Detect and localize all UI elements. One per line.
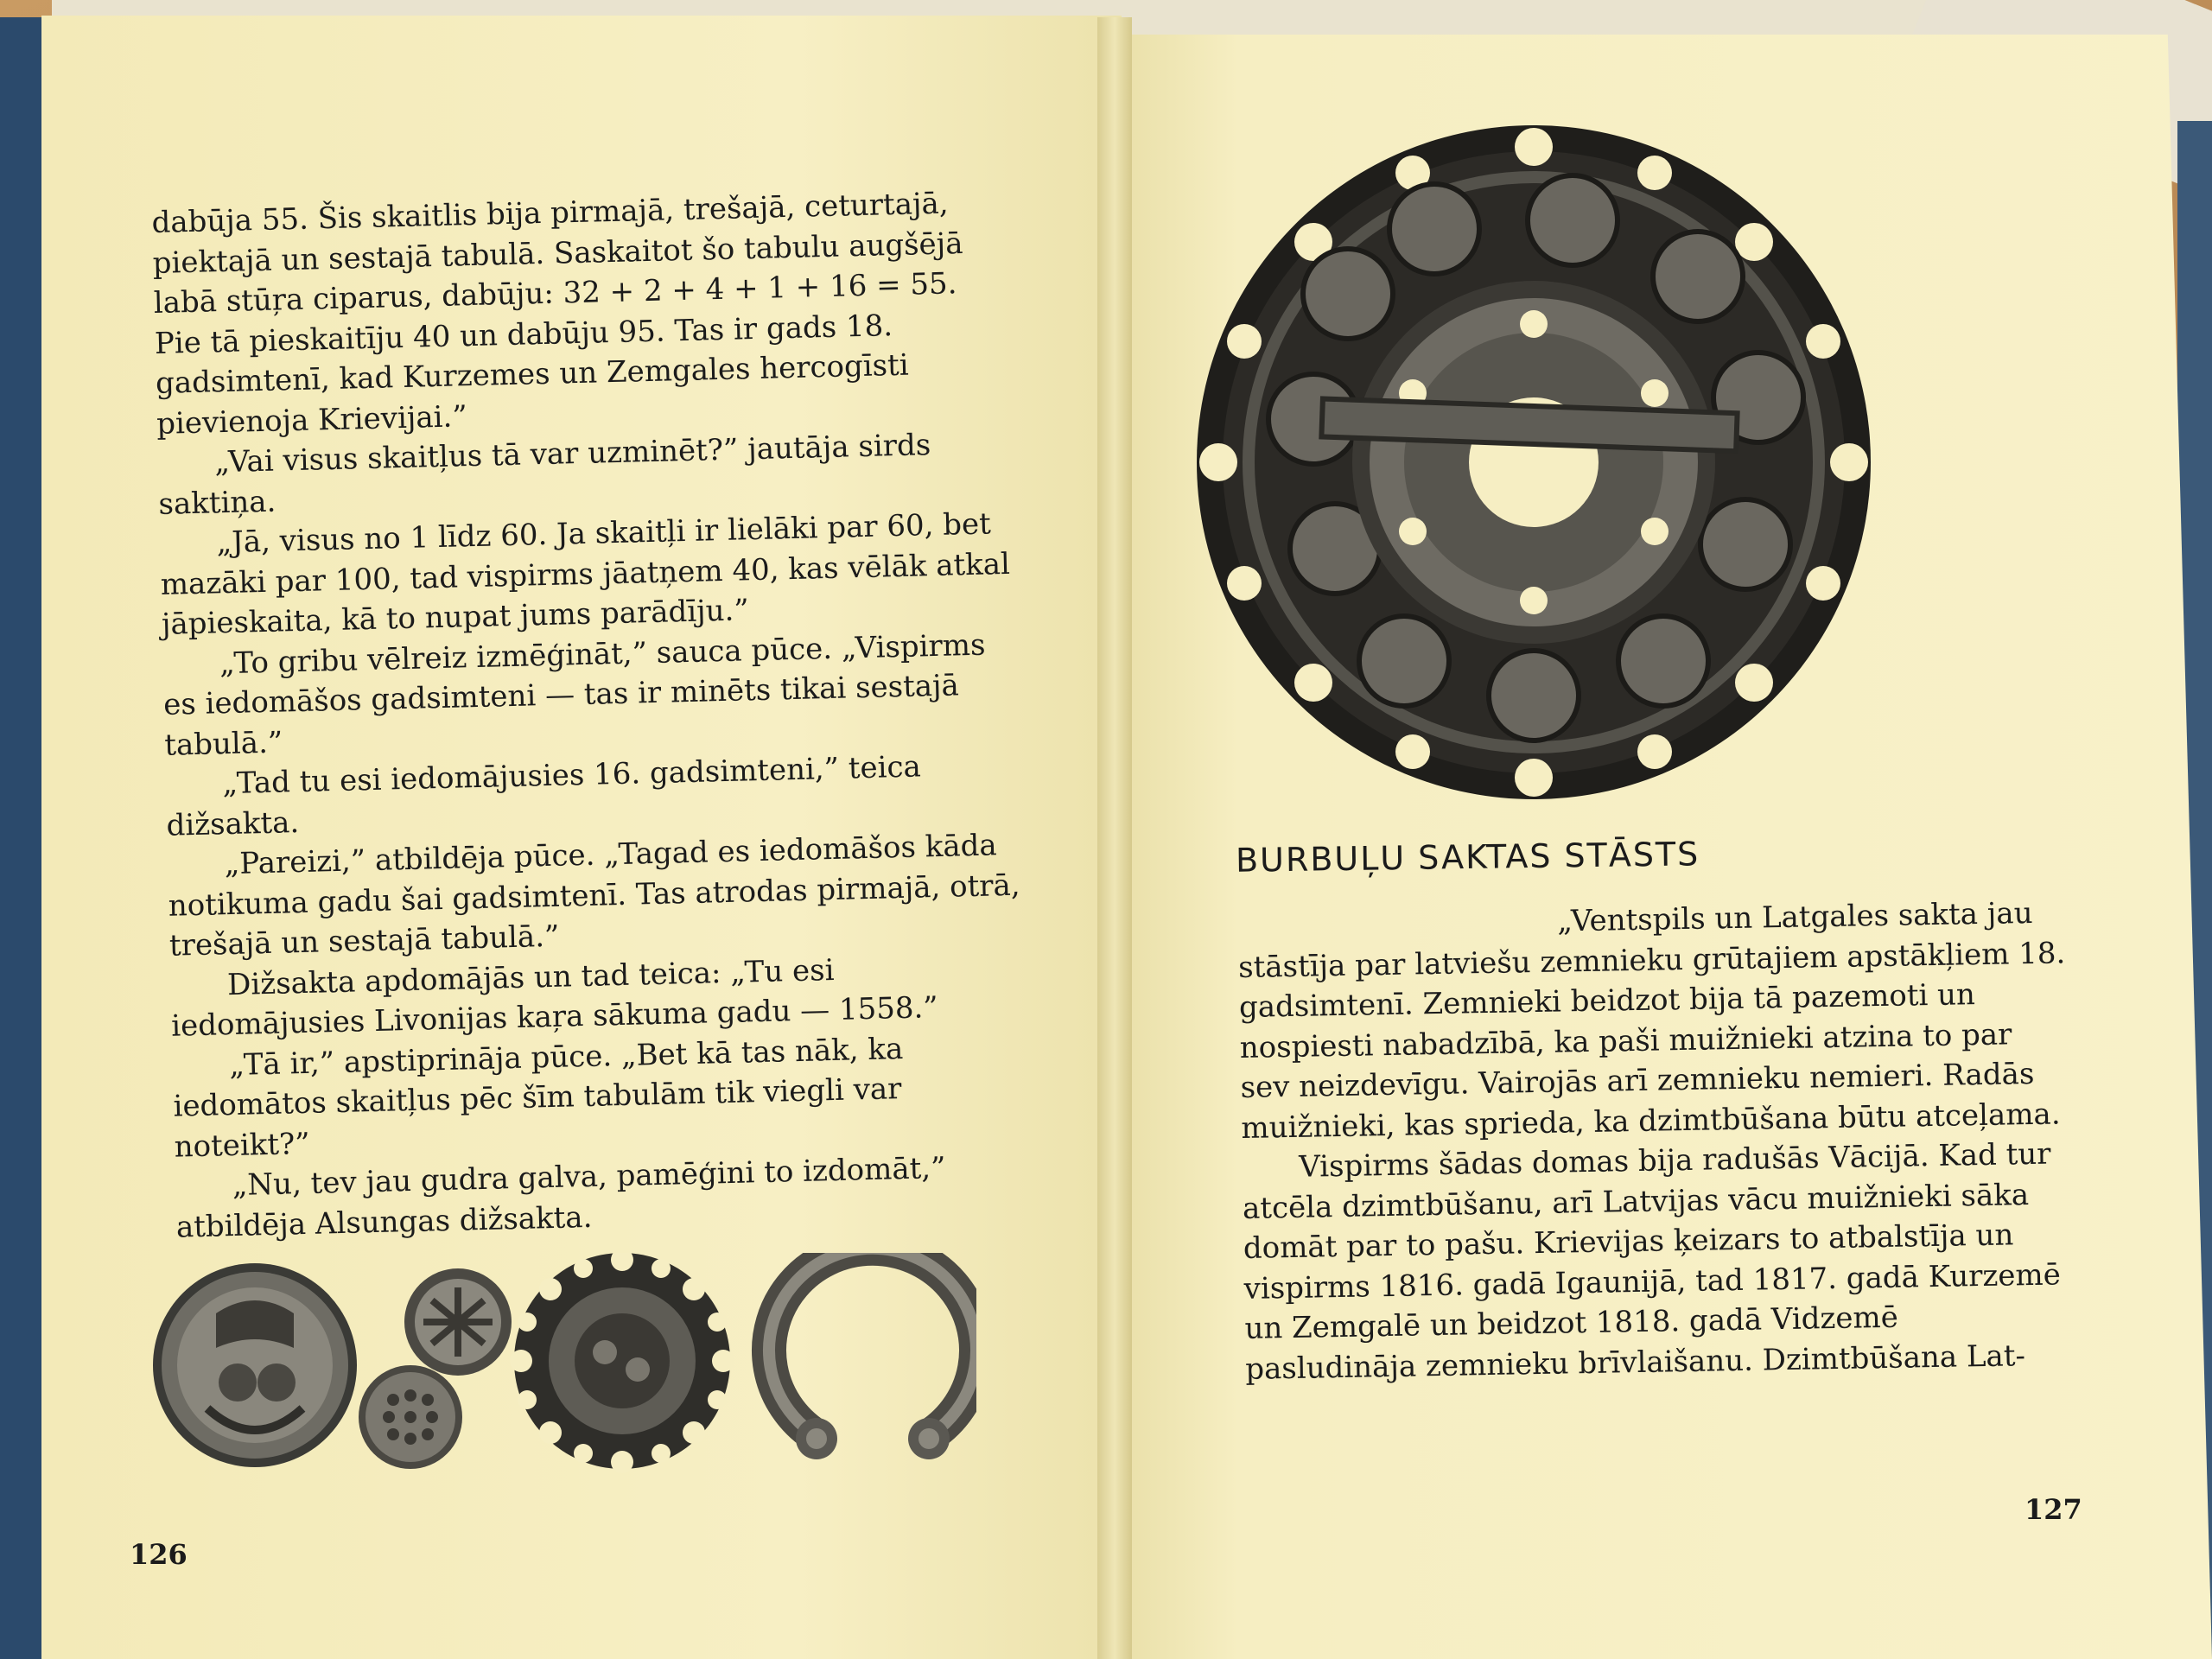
paragraph: dabūja 55. Šis skaitlis bija pirmajā, trešajā, ceturtajā, piektajā un sestajā tabulā. Saskaitot šo tabulu augšējā labā stūŗa ciparus, dabūju: 32 + 2 + 4 + 1 + 16 = 55. Pie tā pieskaitīju 40 un dabūju 95. Tas ir gads 18. gadsimtenī, kad Kurzemes un Zemgales hercogīsti pievienoja Krievijai.” bbox=[151, 186, 963, 442]
round-brooch-photo bbox=[153, 1263, 357, 1467]
paragraph: „Nu, tev jau gudra galva, pamēģini to izdomāt,” atbildēja Alsungas dižsakta. bbox=[175, 1150, 946, 1245]
paragraph: „Jā, visus no 1 līdz 60. Ja skaitļi ir lielāki par 60, bet mazāki par 100, tad vispirms jāatņem 40, kas vēlāk atkal jāpieskaita, kā to nupat jums parādīju.” bbox=[160, 506, 1011, 642]
brooches-photo-strip bbox=[147, 1253, 976, 1478]
paragraph: „To gribu vēlreiz izmēģināt,” sauca pūce. „Vispirms es iedomāšos gadsimteni — tas ir minēts tikai sestajā tabulā.” bbox=[162, 627, 986, 763]
small-dotted-brooch-photo bbox=[359, 1365, 462, 1469]
right-page-text bbox=[1237, 893, 2075, 1389]
paragraph: Vispirms šādas domas bija radušās Vācijā. Kad tur atcēla dzimtbūšanu, arī Latvijas vācu muižnieki sāka domāt par to pašu. Krievijas ķeizars to atbalstīja un vispirms 1816. gadā Igaunijā, tad 1817. gadā Kurzemē un Zemgalē un beidzot 1818. gadā Vidzemē pasludināja zemnieku brīvlaišanu. Dzimtbūšana Lat- bbox=[1242, 1136, 2062, 1387]
small-openwork-brooch-photo bbox=[404, 1268, 512, 1376]
paragraph: „Vai visus skaitļus tā var uzminēt?” jautāja sirds saktiņa. bbox=[158, 428, 931, 522]
burbulu-sakta-photo bbox=[1192, 121, 1875, 804]
book-gutter bbox=[1097, 17, 1132, 1659]
paragraph: „Tad tu esi iedomājusies 16. gadsimteni,” teica dižsakta. bbox=[166, 749, 922, 843]
left-page-text bbox=[151, 182, 1032, 1248]
paragraph: Dižsakta apdomājās un tad teica: „Tu esi iedomājusies Livonijas kaŗa sākuma gadu — 1558.” bbox=[170, 952, 939, 1044]
horseshoe-brooch-photo bbox=[769, 1253, 976, 1459]
paragraph: „Pareizi,” atbildēja pūce. „Tagad es iedomāšos kāda notikuma gadu šai gadsimtenī. Tas atrodas pirmajā, otrā, trešajā un sestajā tabulā.” bbox=[168, 828, 1021, 963]
paragraph: „Ventspils un Latgales sakta jau stāstīja par latviešu zemnieku grūtajiem apstākļiem 18. gadsimtenī. Zemnieki beidzot bija tā pazemoti un nospiesti nabadzībā, ka paši muižnieki atzina to par sev neizdevīgu. Vairojās arī zemnieku nemieri. Radās muižnieki, kas sprieda, ka dzimtbūšana būtu atceļama. bbox=[1237, 895, 2066, 1146]
paragraph: „Tā ir,” apstiprināja pūce. „Bet kā tas nāk, ka iedomātos skaitļus pēc šīm tabulām tik viegli var noteikt?” bbox=[173, 1031, 904, 1165]
page-number-left: 126 bbox=[130, 1538, 188, 1571]
star-brooch-photo bbox=[510, 1253, 734, 1473]
page-number-right: 127 bbox=[2024, 1493, 2082, 1526]
chapter-heading: BURBUĻU SAKTAS STĀSTS bbox=[1235, 835, 1700, 880]
